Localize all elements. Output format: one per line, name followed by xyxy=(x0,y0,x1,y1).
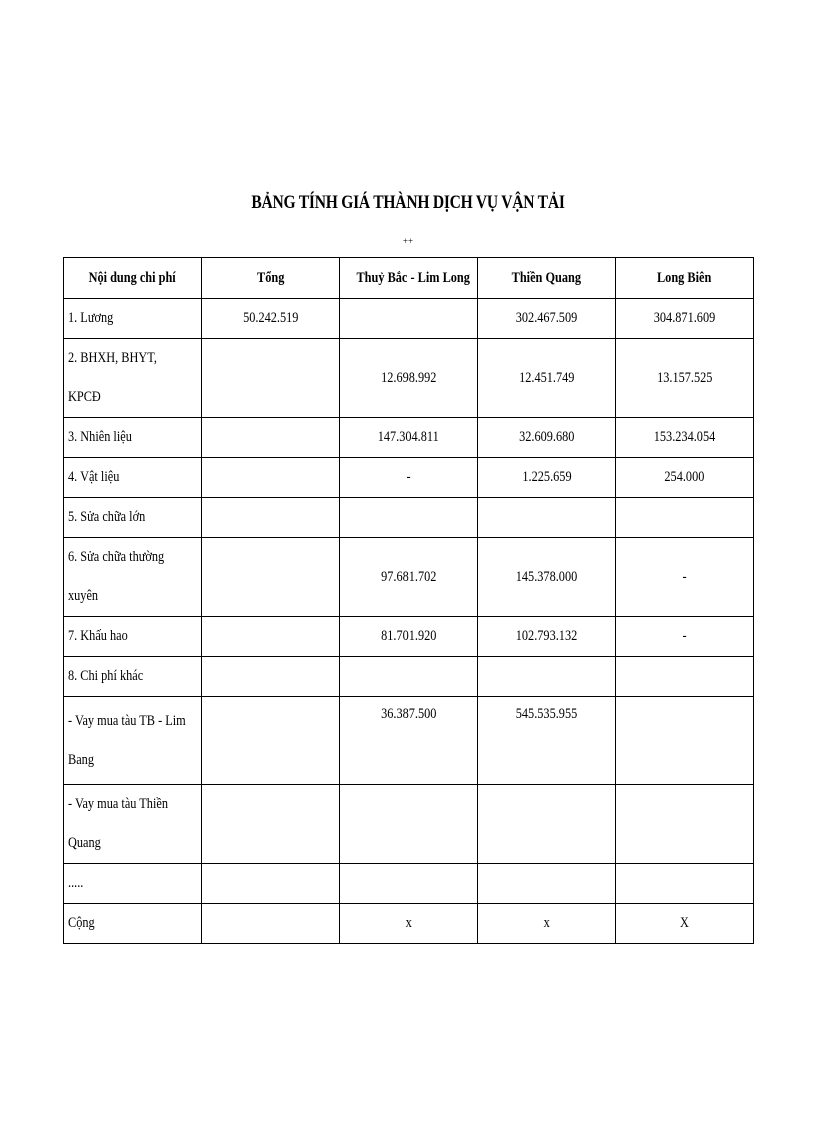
row-label: 7. Khấu hao xyxy=(64,617,202,657)
cell-thien-quang xyxy=(478,864,616,904)
table-total-row xyxy=(64,904,754,944)
cost-table xyxy=(63,257,754,944)
row-label: - Vay mua tàu Thiền Quang xyxy=(64,785,202,864)
cell-long-bien: X xyxy=(616,904,754,944)
document-title: BẢNG TÍNH GIÁ THÀNH DỊCH VỤ VẬN TẢI xyxy=(251,192,565,213)
table-row xyxy=(64,657,754,697)
cell-long-bien: 153.234.054 xyxy=(616,418,754,458)
header-long-bien: Long Biên xyxy=(616,258,754,299)
row-label: 4. Vật liệu xyxy=(64,458,202,498)
cell-thien-quang: 12.451.749 xyxy=(478,339,616,418)
row-label: 2. BHXH, BHYT, KPCĐ xyxy=(64,339,202,418)
cell-thuy-bac xyxy=(340,657,478,697)
cell-thuy-bac: 36.387.500 xyxy=(340,697,478,785)
row-label: 5. Sửa chữa lớn xyxy=(64,498,202,538)
cell-thuy-bac: 97.681.702 xyxy=(340,538,478,617)
row-label: ..... xyxy=(64,864,202,904)
cell-total xyxy=(202,904,340,944)
row-label: Cộng xyxy=(64,904,202,944)
cell-thuy-bac: x xyxy=(340,904,478,944)
cell-long-bien xyxy=(616,864,754,904)
document-mark: ++ xyxy=(402,236,414,246)
cell-thuy-bac xyxy=(340,785,478,864)
cell-thien-quang xyxy=(478,498,616,538)
cell-total xyxy=(202,864,340,904)
cell-long-bien xyxy=(616,498,754,538)
cell-thuy-bac: 81.701.920 xyxy=(340,617,478,657)
table-row xyxy=(64,299,754,339)
row-label: 6. Sửa chữa thường xuyên xyxy=(64,538,202,617)
cell-long-bien: 254.000 xyxy=(616,458,754,498)
cell-total xyxy=(202,339,340,418)
cell-thuy-bac: 12.698.992 xyxy=(340,339,478,418)
cell-thien-quang: x xyxy=(478,904,616,944)
header-total: Tổng xyxy=(202,258,340,299)
cell-total xyxy=(202,538,340,617)
cell-thien-quang: 102.793.132 xyxy=(478,617,616,657)
table-row xyxy=(64,697,754,785)
cell-thuy-bac: 147.304.811 xyxy=(340,418,478,458)
cell-thuy-bac xyxy=(340,498,478,538)
row-label: - Vay mua tàu TB - Lim Bang xyxy=(64,697,202,785)
cell-total xyxy=(202,657,340,697)
cell-long-bien: 304.871.609 xyxy=(616,299,754,339)
cell-thien-quang: 145.378.000 xyxy=(478,538,616,617)
table-row xyxy=(64,864,754,904)
header-thien-quang: Thiền Quang xyxy=(478,258,616,299)
cell-thuy-bac xyxy=(340,299,478,339)
cell-thuy-bac: - xyxy=(340,458,478,498)
cell-long-bien: - xyxy=(616,617,754,657)
row-label: 8. Chi phí khác xyxy=(64,657,202,697)
header-thuy-bac: Thuỷ Bắc - Lim Long xyxy=(340,258,478,299)
header-cost-item: Nội dung chi phí xyxy=(64,258,202,299)
cell-total xyxy=(202,498,340,538)
table-row xyxy=(64,617,754,657)
cell-total xyxy=(202,418,340,458)
cell-total xyxy=(202,458,340,498)
table-row xyxy=(64,498,754,538)
cell-long-bien xyxy=(616,697,754,785)
table-row xyxy=(64,538,754,617)
cell-thien-quang: 1.225.659 xyxy=(478,458,616,498)
cell-thien-quang xyxy=(478,657,616,697)
cell-thien-quang xyxy=(478,785,616,864)
cell-thien-quang: 545.535.955 xyxy=(478,697,616,785)
table-row xyxy=(64,458,754,498)
table-row xyxy=(64,418,754,458)
cell-total xyxy=(202,785,340,864)
cell-thuy-bac xyxy=(340,864,478,904)
table-row xyxy=(64,785,754,864)
cell-thien-quang: 32.609.680 xyxy=(478,418,616,458)
cell-long-bien xyxy=(616,657,754,697)
row-label: 3. Nhiên liệu xyxy=(64,418,202,458)
cell-long-bien: - xyxy=(616,538,754,617)
cell-thien-quang: 302.467.509 xyxy=(478,299,616,339)
row-label: 1. Lương xyxy=(64,299,202,339)
cell-total: 50.242.519 xyxy=(202,299,340,339)
cell-long-bien xyxy=(616,785,754,864)
cell-total xyxy=(202,697,340,785)
cell-total xyxy=(202,617,340,657)
cell-long-bien: 13.157.525 xyxy=(616,339,754,418)
table-header-row xyxy=(64,258,754,299)
table-row xyxy=(64,339,754,418)
